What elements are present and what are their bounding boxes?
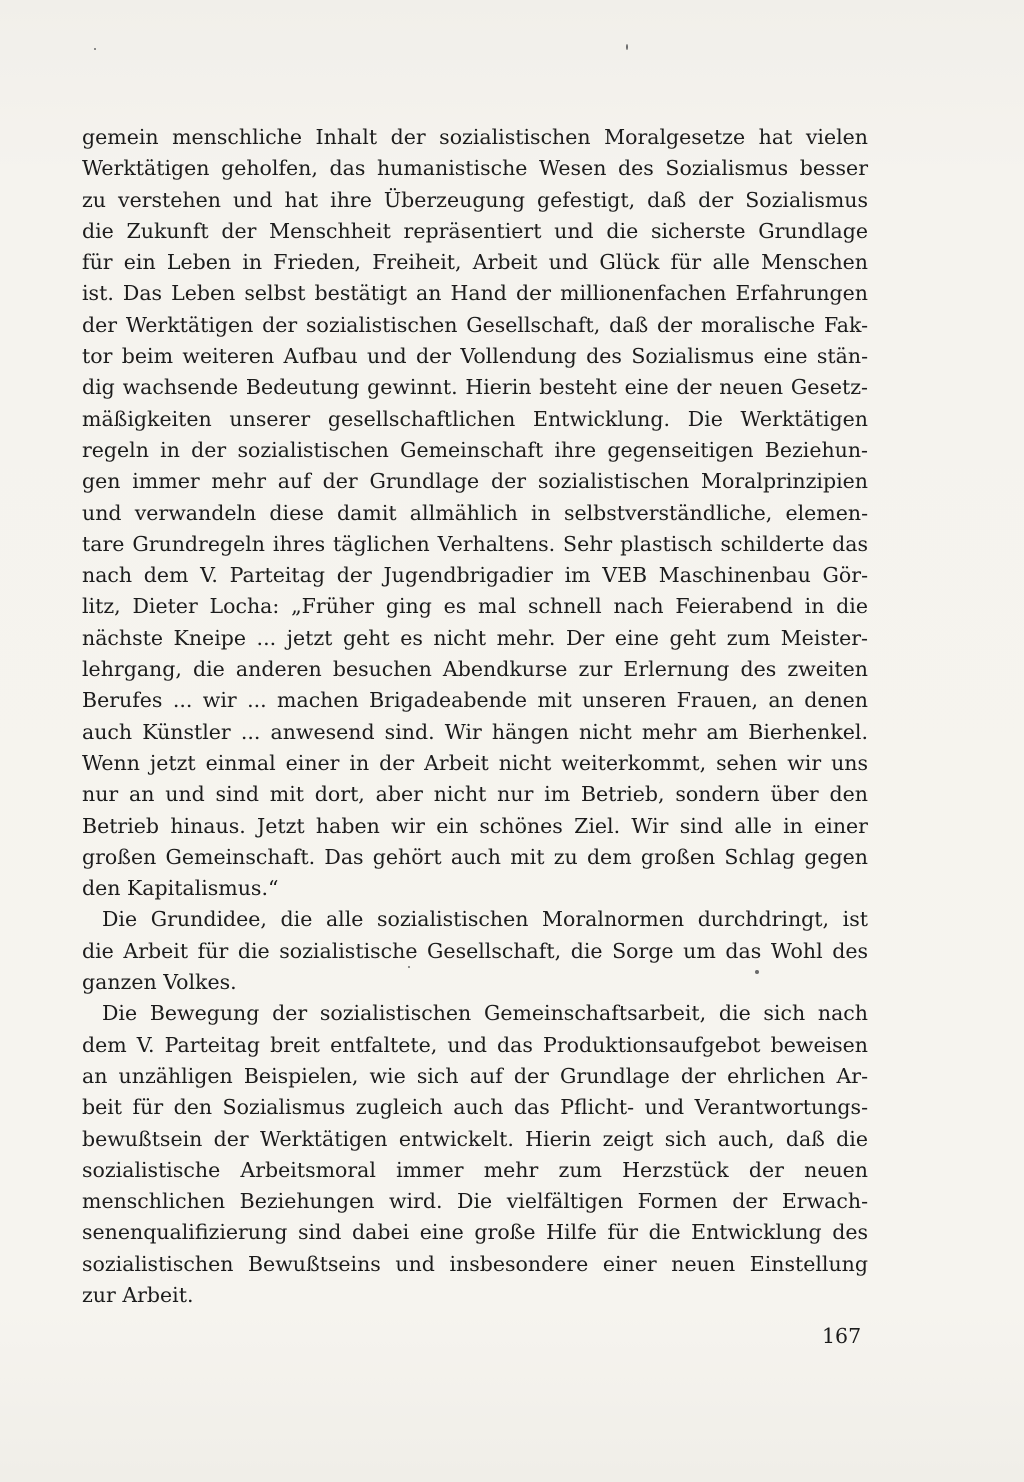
text-line: menschlichen Beziehungen wird. Die vielfältigen Formen der Erwach- (82, 1189, 868, 1214)
text-line: Werktätigen geholfen, das humanistische Wesen des Sozialismus besser (82, 156, 868, 181)
text-line: an unzähligen Beispielen, wie sich auf der Grundlage der ehrlichen Ar- (82, 1063, 868, 1088)
paragraph (82, 122, 868, 904)
body-text (82, 122, 868, 1311)
text-line: gemein menschliche Inhalt der sozialistischen Moralgesetze hat vielen (82, 125, 868, 149)
text-line: bewußtsein der Werktätigen entwickelt. Hierin zeigt sich auch, daß die (82, 1126, 868, 1151)
text-line: die Arbeit für die sozialistische Gesellschaft, die Sorge um das Wohl des (82, 938, 868, 963)
text-line: nächste Kneipe ... jetzt geht es nicht mehr. Der eine geht zum Meister- (82, 625, 868, 650)
text-line: sozialistischen Bewußtseins und insbesondere einer neuen Einstellung (82, 1251, 868, 1276)
text-line: ganzen Volkes. (82, 970, 237, 995)
text-line: gen immer mehr auf der Grundlage der sozialistischen Moralprinzipien (82, 469, 868, 494)
text-line: und verwandeln diese damit allmählich in selbstverständliche, elemen- (82, 500, 868, 525)
text-line: dem V. Parteitag breit entfaltete, und das Produktionsaufgebot beweisen (82, 1032, 868, 1057)
text-line: nach dem V. Parteitag der Jugendbrigadier im VEB Maschinenbau Gör- (82, 563, 868, 588)
text-line: Die Bewegung der sozialistischen Gemeinschaftsarbeit, die sich nach (102, 1001, 868, 1026)
text-line: mäßigkeiten unserer gesellschaftlichen Entwicklung. Die Werktätigen (82, 406, 868, 431)
text-line: nur an und sind mit dort, aber nicht nur im Betrieb, sondern über den (82, 782, 868, 807)
text-line: großen Gemeinschaft. Das gehört auch mit zu dem großen Schlag gegen (82, 844, 868, 869)
paragraph (82, 904, 868, 998)
text-line: Berufes ... wir ... machen Brigadeabende mit unseren Frauen, an denen (82, 688, 868, 713)
text-line: sozialistische Arbeitsmoral immer mehr zum Herzstück der neuen (82, 1157, 868, 1182)
text-line: für ein Leben in Frieden, Freiheit, Arbeit und Glück für alle Menschen (82, 250, 868, 275)
text-line: lehrgang, die anderen besuchen Abendkurse zur Erlernung des zweiten (82, 657, 868, 682)
text-line: auch Künstler ... anwesend sind. Wir hängen nicht mehr am Bierhenkel. (82, 719, 868, 744)
text-line: tor beim weiteren Aufbau und der Vollendung des Sozialismus eine stän- (82, 344, 868, 369)
text-line: tare Grundregeln ihres täglichen Verhaltens. Sehr plastisch schilderte das (82, 531, 868, 556)
text-line: Wenn jetzt einmal einer in der Arbeit nicht weiterkommt, sehen wir uns (82, 750, 868, 775)
text-line: zu verstehen und hat ihre Überzeugung gefestigt, daß der Sozialismus (82, 187, 868, 212)
text-line: dig wachsende Bedeutung gewinnt. Hierin besteht eine der neuen Gesetz- (82, 375, 868, 400)
text-line: zur Arbeit. (82, 1282, 194, 1307)
scan-speck (626, 44, 628, 50)
paragraph (82, 998, 868, 1311)
text-line: litz, Dieter Locha: „Früher ging es mal schnell nach Feierabend in die (82, 594, 868, 619)
text-line: senenqualifizierung sind dabei eine große Hilfe für die Entwicklung des (82, 1220, 868, 1245)
text-line: die Zukunft der Menschheit repräsentiert und die sicherste Grundlage (82, 218, 868, 243)
text-line: regeln in der sozialistischen Gemeinschaft ihre gegenseitigen Beziehun- (82, 437, 868, 462)
text-line: beit für den Sozialismus zugleich auch das Pflicht- und Verantwortungs- (82, 1095, 868, 1120)
scan-speck (94, 48, 96, 50)
text-line: Betrieb hinaus. Jetzt haben wir ein schönes Ziel. Wir sind alle in einer (82, 813, 868, 838)
text-line: den Kapitalismus.“ (82, 876, 279, 901)
text-line: Die Grundidee, die alle sozialistischen Moralnormen durchdringt, ist (102, 907, 868, 932)
text-line: ist. Das Leben selbst bestätigt an Hand der millionenfachen Erfahrungen (82, 281, 868, 306)
page-number: 167 (822, 1324, 862, 1348)
text-line: der Werktätigen der sozialistischen Gesellschaft, daß der moralische Fak- (82, 312, 868, 337)
